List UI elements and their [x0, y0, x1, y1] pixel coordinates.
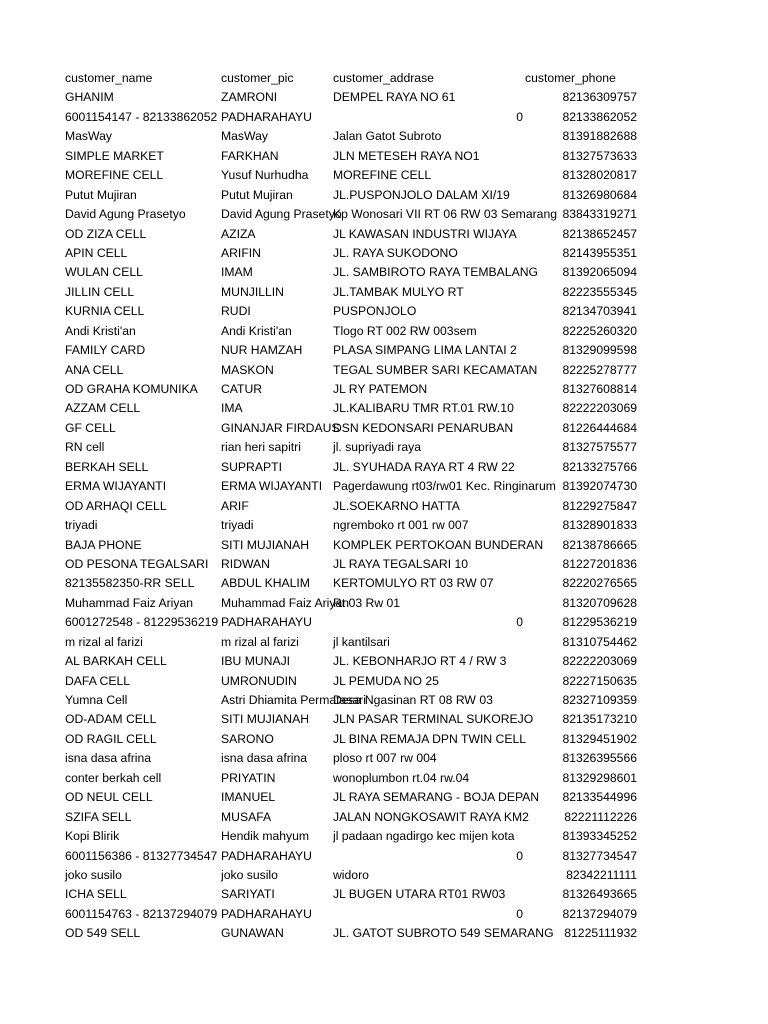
cell-address-zero[interactable]	[500, 127, 523, 146]
cell-customer-address[interactable]: DEMPEL RAYA NO 61	[333, 90, 456, 105]
cell-customer-name[interactable]: MasWay	[65, 129, 112, 144]
cell-address-zero[interactable]	[500, 633, 523, 652]
table-row	[0, 361, 768, 380]
cell-customer-phone[interactable]: 82136309757	[562, 90, 637, 105]
table-row	[0, 497, 768, 516]
table-row	[0, 127, 768, 146]
cell-customer-phone[interactable]: 81329099598	[562, 343, 637, 358]
cell-customer-name[interactable]: ERMA WIJAYANTI	[65, 479, 167, 494]
header-row	[0, 69, 768, 88]
cell-customer-address[interactable]: JL KAWASAN INDUSTRI WIJAYA	[333, 226, 517, 241]
cell-customer-address[interactable]: JL RY PATEMON	[333, 382, 428, 396]
cell-address-zero[interactable]	[500, 361, 523, 380]
cell-customer-pic[interactable]: RUDI	[221, 304, 251, 319]
table-row	[0, 263, 768, 282]
table-row	[0, 847, 768, 866]
table-row	[0, 147, 768, 166]
table-row	[0, 88, 768, 107]
cell-customer-pic[interactable]: UMRONUDIN	[221, 673, 297, 688]
table-row	[0, 905, 768, 924]
cell-customer-address[interactable]: JL.SOEKARNO HATTA	[333, 498, 460, 513]
cell-address-zero[interactable]	[500, 672, 523, 691]
cell-customer-pic[interactable]: triyadi	[221, 518, 254, 533]
cell-customer-phone[interactable]: 82223555345	[562, 284, 637, 299]
cell-customer-phone[interactable]: 81327734547	[562, 848, 637, 863]
cell-address-zero[interactable]	[500, 419, 523, 438]
cell-customer-name[interactable]: OD ZIZA CELL	[65, 226, 147, 241]
table-row	[0, 477, 768, 496]
table-row	[0, 516, 768, 535]
cell-customer-name[interactable]: BAJA PHONE	[65, 537, 142, 552]
cell-customer-phone[interactable]: 81327573633	[562, 148, 637, 163]
cell-customer-address[interactable]	[333, 108, 523, 127]
cell-address-zero[interactable]	[500, 88, 523, 107]
table-row	[0, 399, 768, 418]
cell-address-zero[interactable]	[500, 399, 523, 418]
cell-customer-address[interactable]: JL. KEBONHARJO RT 4 / RW 3	[333, 654, 507, 669]
cell-address-zero[interactable]	[500, 516, 523, 535]
cell-customer-pic[interactable]: SUPRAPTI	[221, 459, 282, 474]
cell-customer-pic[interactable]: SITI MUJIANAH	[221, 537, 310, 552]
cell-customer-address[interactable]: JL. GATOT SUBROTO 549 SEMARANG	[333, 926, 554, 941]
cell-customer-name[interactable]: AZZAM CELL	[65, 401, 141, 416]
cell-customer-phone[interactable]: 81329451902	[562, 731, 637, 746]
cell-customer-pic[interactable]: IMANUEL	[221, 790, 276, 805]
cell-customer-pic[interactable]: GUNAWAN	[221, 926, 284, 941]
cell-customer-name[interactable]: WULAN CELL	[65, 265, 143, 280]
cell-customer-address[interactable]: JL. SAMBIROTO RAYA TEMBALANG	[333, 265, 538, 280]
cell-customer-address[interactable]: TEGAL SUMBER SARI KECAMATAN	[333, 362, 538, 377]
cell-customer-pic[interactable]: David Agung Prasetyo	[221, 207, 342, 222]
cell-customer-phone[interactable]: 82138786665	[562, 537, 637, 552]
cell-address-zero[interactable]: 0	[516, 615, 523, 630]
cell-address-zero[interactable]	[500, 555, 523, 574]
header-customer-pic[interactable]: customer_pic	[221, 71, 294, 85]
cell-customer-address[interactable]: Kp Wonosari VII RT 06 RW 03 Semarang	[333, 207, 557, 222]
cell-customer-pic[interactable]: isna dasa afrina	[221, 751, 308, 766]
cell-customer-name[interactable]: RN cell	[65, 440, 105, 455]
cell-customer-name[interactable]: 6001272548 - 81229536219	[65, 615, 219, 630]
cell-customer-name[interactable]: conter berkah cell	[65, 770, 162, 785]
cell-customer-address[interactable]: Tlogo RT 002 RW 003sem	[333, 323, 477, 338]
cell-customer-phone[interactable]: 82137294079	[562, 906, 637, 921]
cell-address-zero[interactable]	[500, 710, 523, 729]
cell-customer-name[interactable]: OD PESONA TEGALSARI	[65, 556, 209, 571]
cell-customer-address[interactable]: JL.TAMBAK MULYO RT	[333, 284, 464, 299]
cell-customer-name[interactable]: OD NEUL CELL	[65, 790, 153, 805]
cell-address-zero[interactable]	[500, 263, 523, 282]
cell-customer-pic[interactable]: ARIFIN	[221, 245, 261, 260]
cell-customer-name[interactable]: Yumna Cell	[65, 693, 128, 707]
cell-customer-pic[interactable]: PADHARAHAYU	[221, 109, 312, 124]
cell-customer-pic[interactable]: rian heri sapitri	[221, 440, 301, 455]
table-row	[0, 710, 768, 729]
cell-address-zero[interactable]	[500, 205, 523, 224]
cell-customer-pic[interactable]: Andi Kristi'an	[221, 323, 292, 338]
cell-customer-phone[interactable]: 81225111932	[564, 926, 637, 941]
table-row	[0, 225, 768, 244]
cell-customer-phone[interactable]: 82220276565	[562, 576, 637, 591]
table-row	[0, 691, 768, 710]
cell-customer-name[interactable]: 82135582350-RR SELL	[65, 576, 195, 591]
cell-customer-pic[interactable]: IBU MUNAJI	[221, 654, 291, 669]
cell-address-zero[interactable]	[500, 730, 523, 749]
cell-customer-phone[interactable]: 82222203069	[562, 401, 637, 416]
cell-address-zero[interactable]	[500, 225, 523, 244]
cell-customer-address[interactable]: JL BINA REMAJA DPN TWIN CELL	[333, 731, 527, 746]
cell-customer-phone[interactable]: 81328901833	[562, 518, 637, 533]
table-row	[0, 769, 768, 788]
cell-customer-address[interactable]: Jalan Gatot Subroto	[333, 129, 442, 144]
cell-customer-phone[interactable]: 82133544996	[562, 790, 637, 805]
cell-customer-pic[interactable]: SARONO	[221, 731, 274, 746]
table-row	[0, 574, 768, 593]
cell-customer-address[interactable]: jl padaan ngadirgo kec mijen kota	[333, 829, 515, 844]
cell-customer-address[interactable]: KOMPLEK PERTOKOAN BUNDERAN	[333, 537, 544, 552]
cell-customer-phone[interactable]: 81326395566	[562, 751, 637, 766]
cell-address-zero[interactable]	[500, 827, 523, 846]
cell-customer-pic[interactable]: AZIZA	[221, 226, 256, 241]
cell-customer-name[interactable]: MOREFINE CELL	[65, 168, 164, 183]
cell-customer-address[interactable]: JLN METESEH RAYA NO1	[333, 148, 480, 163]
cell-customer-pic[interactable]: MasWay	[221, 129, 268, 144]
cell-customer-address[interactable]: JL.PUSPONJOLO DALAM XI/19	[333, 187, 510, 202]
cell-customer-phone[interactable]: 81328020817	[562, 168, 637, 183]
cell-address-zero[interactable]	[500, 341, 523, 360]
cell-customer-name[interactable]: triyadi	[65, 518, 98, 533]
cell-customer-name[interactable]: Muhammad Faiz Ariyan	[65, 595, 194, 610]
cell-address-zero[interactable]	[500, 477, 523, 496]
table-row	[0, 749, 768, 768]
cell-customer-address[interactable]: Pagerdawung rt03/rw01 Kec. Ringinarum	[333, 479, 556, 494]
customer-table	[0, 69, 768, 944]
header-customer-name[interactable]: customer_name	[65, 71, 153, 85]
cell-customer-name[interactable]: isna dasa afrina	[65, 751, 152, 766]
cell-customer-pic[interactable]: MUSAFA	[221, 809, 272, 824]
cell-address-zero[interactable]	[500, 885, 523, 904]
cell-customer-pic[interactable]: FARKHAN	[221, 148, 279, 163]
cell-address-zero[interactable]	[500, 438, 523, 457]
table-row	[0, 322, 768, 341]
cell-customer-address[interactable]	[333, 905, 523, 924]
cell-customer-pic[interactable]: PRIYATIN	[221, 770, 276, 785]
table-row	[0, 205, 768, 224]
table-row	[0, 380, 768, 399]
cell-customer-name[interactable]: OD GRAHA KOMUNIKA	[65, 382, 198, 396]
cell-customer-phone[interactable]: 82227150635	[562, 673, 637, 688]
table-row	[0, 672, 768, 691]
cell-customer-pic[interactable]: PADHARAHAYU	[221, 848, 312, 863]
cell-customer-pic[interactable]: joko susilo	[221, 867, 278, 882]
cell-customer-pic[interactable]: Astri Dhiamita Permatasari	[221, 693, 366, 707]
cell-address-zero[interactable]	[500, 749, 523, 768]
cell-address-zero[interactable]	[500, 924, 523, 943]
cell-customer-address[interactable]: JL. RAYA SUKODONO	[333, 245, 458, 260]
cell-customer-address[interactable]: JL. SYUHADA RAYA RT 4 RW 22	[333, 459, 515, 474]
cell-address-zero[interactable]	[500, 458, 523, 477]
cell-customer-pic[interactable]: SARIYATI	[221, 887, 275, 902]
cell-address-zero[interactable]	[500, 652, 523, 671]
table-row	[0, 885, 768, 904]
cell-customer-phone[interactable]: 81227201836	[562, 556, 637, 571]
cell-customer-name[interactable]: JILLIN CELL	[65, 284, 135, 299]
cell-customer-phone[interactable]: 82342211111	[566, 867, 637, 882]
table-row	[0, 438, 768, 457]
cell-address-zero[interactable]	[500, 574, 523, 593]
table-row	[0, 458, 768, 477]
cell-customer-pic[interactable]: MASKON	[221, 362, 274, 377]
table-row	[0, 866, 768, 885]
table-row	[0, 302, 768, 321]
cell-customer-phone[interactable]: 81391882688	[562, 129, 637, 144]
table-row	[0, 536, 768, 555]
cell-customer-address[interactable]: widoro	[333, 867, 369, 882]
cell-customer-pic[interactable]: ERMA WIJAYANTI	[221, 479, 323, 494]
cell-customer-pic[interactable]: NUR HAMZAH	[221, 343, 303, 358]
cell-customer-name[interactable]: GHANIM	[65, 90, 114, 105]
cell-address-zero[interactable]	[500, 808, 523, 827]
cell-address-zero[interactable]	[500, 322, 523, 341]
cell-customer-address[interactable]: jl. supriyadi raya	[333, 440, 422, 455]
cell-customer-pic[interactable]: PADHARAHAYU	[221, 615, 312, 630]
cell-customer-pic[interactable]: RIDWAN	[221, 556, 270, 571]
table-row	[0, 419, 768, 438]
cell-customer-address[interactable]: wonoplumbon rt.04 rw.04	[333, 770, 470, 785]
cell-customer-phone[interactable]: 81310754462	[562, 634, 637, 649]
cell-customer-name[interactable]: KURNIA CELL	[65, 304, 145, 319]
table-row	[0, 555, 768, 574]
table-row	[0, 108, 768, 127]
cell-customer-phone[interactable]: 82225278777	[562, 362, 637, 377]
cell-customer-address[interactable]: JL RAYA SEMARANG - BOJA DEPAN	[333, 790, 540, 805]
table-row	[0, 808, 768, 827]
table-row	[0, 730, 768, 749]
cell-customer-pic[interactable]: Putut Mujiran	[221, 187, 293, 202]
cell-address-zero[interactable]	[500, 283, 523, 302]
cell-customer-pic[interactable]: GINANJAR FIRDAUS	[221, 420, 340, 435]
cell-customer-address[interactable]: ngremboko rt 001 rw 007	[333, 518, 469, 533]
cell-customer-pic[interactable]: SITI MUJIANAH	[221, 712, 310, 727]
cell-customer-name[interactable]: ICHA SELL	[65, 887, 127, 902]
cell-customer-address[interactable]: Desa Ngasinan RT 08 RW 03	[333, 693, 493, 707]
cell-customer-address[interactable]: PLASA SIMPANG LIMA LANTAI 2	[333, 343, 517, 358]
table-row	[0, 924, 768, 943]
cell-customer-name[interactable]: ANA CELL	[65, 362, 124, 377]
cell-address-zero[interactable]	[500, 691, 523, 710]
cell-customer-name[interactable]: AL BARKAH CELL	[65, 654, 167, 669]
table-row	[0, 652, 768, 671]
cell-customer-name[interactable]: Andi Kristi'an	[65, 323, 136, 338]
cell-address-zero[interactable]	[500, 769, 523, 788]
cell-customer-phone[interactable]: 81320709628	[562, 595, 637, 610]
cell-customer-phone[interactable]: 82138652457	[562, 226, 637, 241]
cell-customer-phone[interactable]: 81326493665	[562, 887, 637, 902]
cell-customer-address[interactable]: JL.KALIBARU TMR RT.01 RW.10	[333, 401, 514, 416]
cell-customer-address[interactable]: PUSPONJOLO	[333, 304, 417, 319]
cell-customer-address[interactable]: KERTOMULYO RT 03 RW 07	[333, 576, 494, 591]
cell-customer-phone[interactable]: 81393345252	[562, 829, 637, 844]
cell-address-zero[interactable]	[500, 788, 523, 807]
table-row	[0, 186, 768, 205]
cell-customer-pic[interactable]: m rizal al farizi	[221, 634, 299, 649]
cell-customer-name[interactable]: 6001154147 - 82133862052	[65, 109, 218, 124]
table-row	[0, 341, 768, 360]
cell-customer-name[interactable]: David Agung Prasetyo	[65, 207, 186, 222]
cell-customer-pic[interactable]: CATUR	[221, 382, 263, 396]
table-row	[0, 613, 768, 632]
cell-customer-phone[interactable]: 83843319271	[562, 207, 637, 222]
cell-address-zero[interactable]	[500, 166, 523, 185]
cell-customer-phone[interactable]: 82133862052	[562, 109, 637, 124]
cell-customer-phone[interactable]: 82135173210	[562, 712, 637, 727]
cell-customer-address[interactable]: JL PEMUDA NO 25	[333, 673, 439, 688]
cell-customer-name[interactable]: OD-ADAM CELL	[65, 712, 157, 727]
cell-customer-phone[interactable]: 82134703941	[562, 304, 637, 319]
cell-address-zero[interactable]	[500, 380, 523, 399]
cell-customer-phone[interactable]: 81392065094	[562, 265, 637, 280]
table-row	[0, 633, 768, 652]
cell-customer-phone[interactable]: 81229275847	[562, 498, 637, 513]
cell-customer-name[interactable]: BERKAH SELL	[65, 459, 149, 474]
cell-customer-address[interactable]: DSN KEDONSARI PENARUBAN	[333, 420, 514, 435]
cell-address-zero[interactable]: 0	[516, 906, 523, 921]
header-customer-phone[interactable]: customer_phone	[525, 71, 616, 85]
cell-customer-pic[interactable]: Yusuf Nurhudha	[221, 168, 309, 183]
cell-customer-phone[interactable]: 82327109359	[562, 693, 637, 707]
cell-customer-pic[interactable]: Muhammad Faiz Ariyan	[221, 595, 350, 610]
cell-customer-address[interactable]: JALAN NONGKOSAWIT RAYA KM2	[333, 809, 529, 824]
cell-customer-address[interactable]: jl kantilsari	[333, 634, 390, 649]
cell-customer-name[interactable]: GF CELL	[65, 420, 116, 435]
cell-customer-phone[interactable]: 82143955351	[562, 245, 637, 260]
table-row	[0, 166, 768, 185]
cell-customer-address[interactable]: Rt 03 Rw 01	[333, 595, 401, 610]
cell-customer-address[interactable]: JL BUGEN UTARA RT01 RW03	[333, 887, 506, 902]
cell-customer-phone[interactable]: 81327608814	[562, 382, 637, 396]
cell-customer-address[interactable]: JLN PASAR TERMINAL SUKOREJO	[333, 712, 534, 727]
cell-address-zero[interactable]	[500, 147, 523, 166]
cell-customer-pic[interactable]: ABDUL KHALIM	[221, 576, 310, 591]
cell-customer-phone[interactable]: 81329298601	[562, 770, 637, 785]
cell-customer-name[interactable]: SIMPLE MARKET	[65, 148, 164, 163]
cell-customer-name[interactable]: APIN CELL	[65, 245, 128, 260]
table-row	[0, 283, 768, 302]
cell-customer-name[interactable]: m rizal al farizi	[65, 634, 143, 649]
cell-customer-name[interactable]: 6001154763 - 82137294079	[65, 906, 218, 921]
table-row	[0, 788, 768, 807]
cell-address-zero[interactable]	[500, 302, 523, 321]
cell-customer-phone[interactable]: 81229536219	[562, 615, 637, 630]
table-row	[0, 827, 768, 846]
cell-customer-address[interactable]	[333, 613, 523, 632]
cell-customer-pic[interactable]: ARIF	[221, 498, 249, 513]
cell-customer-address[interactable]: ploso rt 007 rw 004	[333, 751, 437, 766]
cell-customer-pic[interactable]: MUNJILLIN	[221, 284, 284, 299]
cell-address-zero[interactable]	[500, 497, 523, 516]
cell-customer-phone[interactable]: 81326980684	[562, 187, 637, 202]
cell-address-zero[interactable]: 0	[516, 848, 523, 863]
cell-address-zero[interactable]	[500, 866, 523, 885]
cell-customer-name[interactable]: FAMILY CARD	[65, 343, 146, 358]
cell-customer-name[interactable]: Putut Mujiran	[65, 187, 137, 202]
cell-customer-name[interactable]: joko susilo	[65, 867, 122, 882]
cell-customer-name[interactable]: 6001156386 - 81327734547	[65, 848, 218, 863]
cell-address-zero[interactable]: 0	[516, 109, 523, 124]
cell-customer-address[interactable]	[333, 847, 523, 866]
cell-customer-pic[interactable]: ZAMRONI	[221, 90, 278, 105]
cell-customer-pic[interactable]: IMA	[221, 401, 243, 416]
cell-address-zero[interactable]	[500, 594, 523, 613]
cell-customer-phone[interactable]: 82225260320	[562, 323, 637, 338]
cell-customer-name[interactable]: OD RAGIL CELL	[65, 731, 157, 746]
cell-customer-address[interactable]: JL RAYA TEGALSARI 10	[333, 556, 469, 571]
cell-address-zero[interactable]	[500, 186, 523, 205]
cell-customer-pic[interactable]: PADHARAHAYU	[221, 906, 312, 921]
cell-customer-pic[interactable]: IMAM	[221, 265, 253, 280]
header-customer-address[interactable]: customer_addrase	[333, 71, 434, 85]
cell-customer-address[interactable]: MOREFINE CELL	[333, 168, 432, 183]
cell-customer-name[interactable]: OD 549 SELL	[65, 926, 141, 941]
cell-address-zero[interactable]	[500, 244, 523, 263]
cell-customer-name[interactable]: Kopi Blirik	[65, 829, 120, 844]
table-row	[0, 244, 768, 263]
table-row	[0, 594, 768, 613]
cell-customer-name[interactable]: SZIFA SELL	[65, 809, 132, 824]
cell-customer-phone[interactable]: 82221112226	[564, 809, 637, 824]
cell-customer-name[interactable]: DAFA CELL	[65, 673, 131, 688]
cell-customer-phone[interactable]: 81226444684	[562, 420, 637, 435]
cell-customer-pic[interactable]: Hendik mahyum	[221, 829, 310, 844]
cell-customer-phone[interactable]: 81392074730	[562, 479, 637, 494]
cell-customer-name[interactable]: OD ARHAQI CELL	[65, 498, 167, 513]
cell-address-zero[interactable]	[500, 536, 523, 555]
cell-customer-phone[interactable]: 82133275766	[562, 459, 637, 474]
cell-customer-phone[interactable]: 82222203069	[562, 654, 637, 669]
cell-customer-phone[interactable]: 81327575577	[562, 440, 637, 455]
